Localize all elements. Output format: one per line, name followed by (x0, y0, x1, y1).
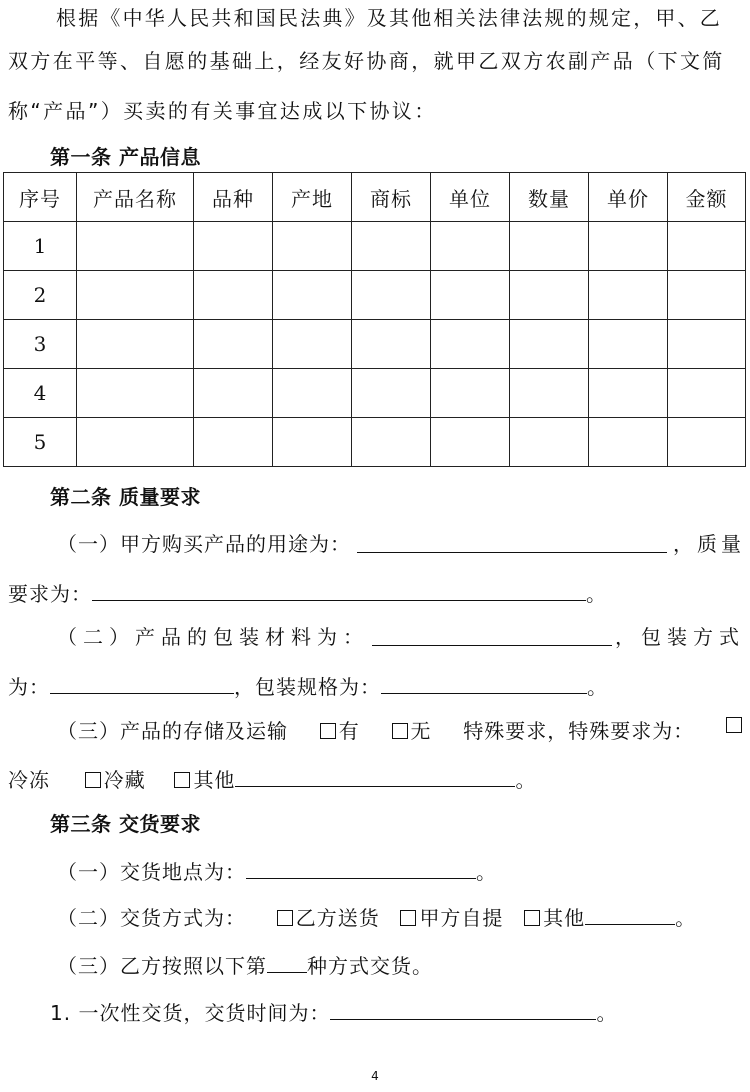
storage-no-option[interactable]: 无 (392, 717, 432, 745)
table-row (4, 222, 746, 271)
checkbox-icon[interactable] (524, 910, 540, 926)
packaging-method-field[interactable] (50, 671, 234, 694)
checkbox-icon[interactable] (174, 772, 190, 788)
table-cell[interactable] (431, 418, 510, 467)
packaging-material-line (57, 623, 745, 651)
col-header-product-name: 产品名称 (77, 173, 194, 222)
delivery-method-label: （二）交货方式为： (57, 906, 246, 930)
table-cell[interactable] (352, 222, 431, 271)
quality-use-line (57, 530, 745, 558)
checkbox-icon[interactable] (320, 723, 336, 739)
table-cell[interactable] (77, 369, 194, 418)
checkbox-icon[interactable] (85, 772, 101, 788)
packaging-method-label: 为： (8, 675, 50, 699)
table-row (4, 271, 746, 320)
article-3-heading: 第三条 交货要求 (50, 812, 201, 836)
table-cell[interactable] (510, 271, 589, 320)
table-cell[interactable] (431, 369, 510, 418)
col-header-unit-price: 单价 (589, 173, 668, 222)
col-header-origin: 产地 (273, 173, 352, 222)
row-serial: 5 (4, 418, 77, 467)
delivery-mode-prefix: （三）乙方按照以下第 (57, 954, 267, 978)
storage-yes-option[interactable]: 有 (320, 717, 360, 745)
table-row (4, 320, 746, 369)
table-cell[interactable] (273, 222, 352, 271)
table-cell[interactable] (431, 320, 510, 369)
table-cell[interactable] (589, 418, 668, 467)
table-cell[interactable] (510, 418, 589, 467)
table-cell[interactable] (431, 222, 510, 271)
table-cell[interactable] (194, 320, 273, 369)
table-cell[interactable] (589, 271, 668, 320)
quality-req-label: 要求为： (8, 582, 92, 606)
article-1-heading: 第一条 产品信息 (50, 145, 201, 169)
intro-line-1: 根据《中华人民共和国民法典》及其他相关法律法规的规定，甲、乙 (56, 6, 722, 30)
table-cell[interactable] (668, 369, 746, 418)
seller-delivers-option[interactable]: 乙方送货 (277, 906, 380, 930)
intro-line-2: 双方在平等、自愿的基础上，经友好协商，就甲乙双方农副产品（下文简 (8, 49, 725, 73)
table-row (4, 369, 746, 418)
table-cell[interactable] (273, 369, 352, 418)
frozen-label: 冷冻 (8, 768, 50, 792)
article-2-heading: 第二条 质量要求 (50, 485, 201, 509)
table-cell[interactable] (589, 320, 668, 369)
table-cell[interactable] (589, 222, 668, 271)
table-cell[interactable] (352, 369, 431, 418)
table-cell[interactable] (668, 320, 746, 369)
row-serial: 1 (4, 222, 77, 271)
delivery-time-field[interactable] (330, 997, 596, 1020)
intro-line-3: 称“产品”）买卖的有关事宜达成以下协议： (8, 99, 437, 123)
table-cell[interactable] (194, 222, 273, 271)
table-cell[interactable] (77, 271, 194, 320)
buyer-pickup-option[interactable]: 甲方自提 (400, 906, 503, 930)
row-serial: 3 (4, 320, 77, 369)
checkbox-icon[interactable] (277, 910, 293, 926)
table-cell[interactable] (431, 271, 510, 320)
table-cell[interactable] (194, 369, 273, 418)
delivery-location-field[interactable] (246, 856, 476, 879)
other-delivery-field[interactable] (585, 902, 675, 925)
packaging-material-label: （二）产品的包装材料为： (57, 625, 369, 649)
quality-req-line (8, 578, 607, 608)
packaging-material-suffix: ，包装方式 (615, 625, 745, 649)
table-cell[interactable] (194, 418, 273, 467)
one-time-delivery-line (50, 997, 617, 1027)
delivery-method-line (57, 902, 696, 932)
delivery-location-line (57, 856, 497, 886)
quality-req-period: 。 (586, 582, 607, 606)
storage-period: 。 (515, 768, 537, 792)
quality-requirement-field[interactable] (92, 578, 586, 601)
packaging-spec-field[interactable] (381, 671, 587, 694)
table-cell[interactable] (510, 222, 589, 271)
row-serial: 2 (4, 271, 77, 320)
col-header-unit: 单位 (431, 173, 510, 222)
delivery-mode-suffix: 种方式交货。 (307, 954, 433, 978)
col-header-trademark: 商标 (352, 173, 431, 222)
table-cell[interactable] (352, 271, 431, 320)
table-cell[interactable] (668, 418, 746, 467)
packaging-material-field[interactable] (372, 623, 612, 646)
other-delivery-option[interactable]: 其他 (524, 906, 585, 930)
table-cell[interactable] (194, 271, 273, 320)
checkbox-icon[interactable] (400, 910, 416, 926)
quality-use-label: （一）甲方购买产品的用途为： (57, 532, 351, 556)
packaging-method-line (8, 671, 608, 701)
storage-transport-line (57, 717, 745, 745)
table-cell[interactable] (668, 271, 746, 320)
table-cell[interactable] (510, 320, 589, 369)
one-time-delivery-period: 。 (596, 1001, 618, 1025)
col-header-amount: 金额 (668, 173, 746, 222)
delivery-mode-number-field[interactable] (267, 950, 307, 973)
table-cell[interactable] (77, 320, 194, 369)
table-header-row (4, 173, 746, 222)
table-cell[interactable] (273, 418, 352, 467)
delivery-location-label: （一）交货地点为： (57, 860, 246, 884)
delivery-method-period: 。 (675, 906, 697, 930)
quality-use-suffix: ，质量 (673, 532, 745, 556)
table-cell[interactable] (352, 418, 431, 467)
purpose-field[interactable] (357, 530, 667, 553)
table-cell[interactable] (668, 222, 746, 271)
chilled-option[interactable]: 冷藏 (85, 768, 146, 792)
storage-transport-label: （三）产品的存储及运输 (57, 719, 288, 743)
delivery-mode-line (57, 950, 433, 980)
table-cell[interactable] (352, 320, 431, 369)
other-storage-field[interactable] (235, 764, 515, 787)
table-cell[interactable] (589, 369, 668, 418)
table-row (4, 418, 746, 467)
delivery-location-period: 。 (476, 860, 497, 884)
checkbox-icon[interactable] (726, 717, 742, 733)
row-serial: 4 (4, 369, 77, 418)
table-cell[interactable] (273, 271, 352, 320)
packaging-spec-label: ，包装规格为： (234, 675, 381, 699)
storage-options-line (8, 764, 536, 794)
col-header-quantity: 数量 (510, 173, 589, 222)
checkbox-icon[interactable] (392, 723, 408, 739)
other-storage-option[interactable]: 其他 (174, 768, 235, 792)
table-cell[interactable] (510, 369, 589, 418)
special-requirement-label: 特殊要求，特殊要求为： (463, 719, 695, 743)
one-time-delivery-label: 1. 一次性交货，交货时间为： (50, 1001, 331, 1025)
table-cell[interactable] (273, 320, 352, 369)
col-header-variety: 品种 (194, 173, 273, 222)
table-cell[interactable] (77, 418, 194, 467)
product-info-table (3, 172, 746, 467)
col-header-serial: 序号 (4, 173, 77, 222)
page-number: 4 (371, 1069, 379, 1083)
table-cell[interactable] (77, 222, 194, 271)
packaging-period: 。 (587, 675, 608, 699)
